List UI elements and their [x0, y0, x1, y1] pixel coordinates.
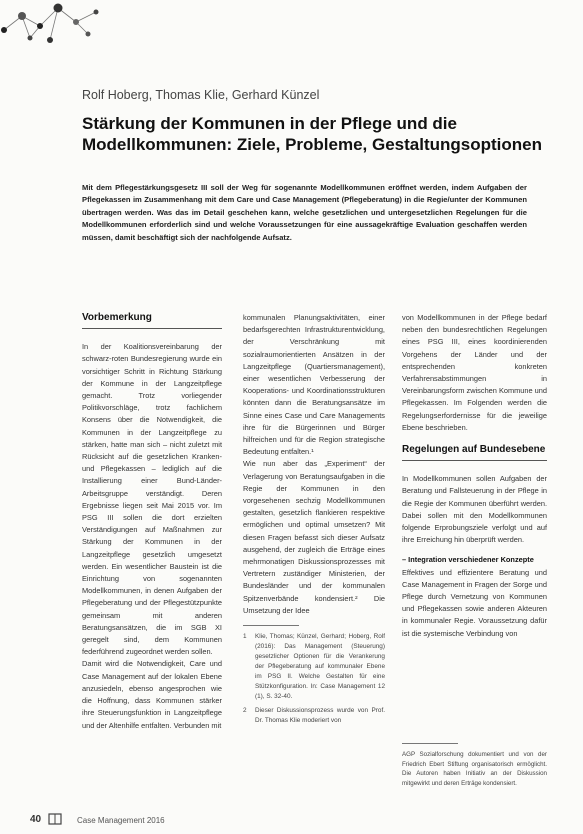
footnote-text: Klie, Thomas; Künzel, Gerhard; Hoberg, Rolf (2016): Das Management (Steuerung) gesetzlicher Optionen für die Verankerung der Pflegeberatung auf kommunaler Ebene im PSG II. Welche Gestalten für eine Stützkonfiguration. In: Case Management 12 (1), S. 32-40.	[255, 633, 385, 701]
paragraph: Effektives und effizientere Beratung und Case Management in Fragen der Sorge und Pflege durch Vernetzung von Kommunen und Pflegekassen sowie anderen Akteuren in kommunaler Regie. Voraussetzung dafür ist die systemische Verbindung von	[402, 567, 547, 638]
footnote	[243, 632, 385, 702]
book-icon	[48, 812, 62, 826]
footnote-number: 1	[243, 633, 247, 641]
footnote	[243, 706, 385, 726]
footnote-number: 2	[243, 707, 247, 715]
page-footer	[22, 812, 562, 830]
abstract: Mit dem Pflegestärkungsgesetz III soll der Weg für sogenannte Modellkommunen eröffnet werden, indem Aufgaben der Pflegekassen im Zusammenhang mit dem Care und Case Management (Pflegeberatung) in die Regie/unter der Kommunen übertragen werden. Was das im Detail geschehen kann, welche gesetzlichen und untergesetzlichen Regelungen für die Modellkommunen erforderlich sind und welche Voraussetzungen für eine aussagekräftige Evaluation geschaffen werden müssen, damit beschäftigt sich der nachfolgende Aufsatz.	[82, 183, 527, 242]
column-1	[82, 312, 222, 817]
footnote	[402, 750, 547, 788]
footnote-divider	[402, 743, 458, 744]
network-graphic	[0, 0, 110, 46]
paragraph: In Modellkommunen sollen Aufgaben der Beratung und Fallsteuerung in der Pflege in die Regie der Kommunen überführt werden. Dabei sollen mit den Modellkommunen folgende Erprobungsziele verfolgt und auf ihre Erreichung hin überprüft werden.	[402, 474, 547, 545]
column-3-notes	[402, 735, 547, 792]
subheading: – Integration verschiedener Konzepte	[402, 555, 534, 565]
page-number: 40	[30, 814, 42, 825]
journal-name: Case Management 2016	[77, 816, 165, 825]
footnote-divider	[243, 625, 299, 626]
footnote-text: AGP Sozialforschung dokumentiert und von der Friedrich Ebert Stiftung organisatorisch ermöglicht. Die Autoren haben Initiativ an der Diskussion mitgewirkt und deren Erträge kondensiert.	[402, 751, 547, 787]
paragraph: In der Koalitionsvereinbarung der schwarz-roten Bundesregierung wurde ein vorsichtiger Schritt in Richtung Stärkung der Kommune in der Langzeitpflege gemacht. Trotz vorliegender Politikvorschläge, trotz fachlichem Konsens über die Notwendigkeit, die Kommunen in der Langzeitpflege zu stärken, hatte man sich – nicht zuletzt mit Rücksicht auf die gesetzlichen Kranken- und Pflegekassen – lediglich auf die Installierung einer Bund-Länder-Arbeitsgruppe verständigt. Deren Ergebnisse liegen seit Mai 2015 vor. Im PSG III sollen die dort erzielten Verständigungen auf Maßnahmen zur Stärkung der Kommunen in der Langzeitpflege gesetzlich umgesetzt werden. Ein wesentlicher Baustein ist die Einrichtung von sogenannten Modellkommunen, in denen Aufgaben der Pflegeberatung und der Pflegestützpunkte gemeinsam mit anderen Beratungsansätzen, die im SGB XI geregelt sind, dem Kommunen federführend zugeordnet werden sollen.	[82, 342, 222, 657]
section-heading: Regelungen auf Bundesebene	[402, 444, 547, 461]
authors: Rolf Hoberg, Thomas Klie, Gerhard Künzel	[82, 88, 320, 102]
paragraph: von Modellkommunen in der Pflege bedarf neben den bundesrechtlichen Regelungen eines PSG III, eines koordinierenden Vorgehens der Länder und der entsprechenden konkreten Verfahrensabstimmungen in Vereinbarungsform zwischen Kommune und Pflegekassen. Im Folgenden werden die Regelungserfordernisse für die jeweilige Ebene beschrieben.	[402, 313, 547, 432]
section-heading: Vorbemerkung	[82, 312, 222, 329]
column-2	[243, 312, 385, 817]
paragraph: kommunalen Planungsaktivitäten, einer bedarfsgerechten Infrastrukturentwicklung, der Verschränkung mit sozialraumorientierten Ansätzen in der Langzeitpflege (Quartiersmanagement), einer wesentlichen Verbesserung der Kooperations- und Koordinationsstrukturen könnten dann die Beratungsansätze im Sinne eines Case und Care Managements ihre für die Bürgerinnen und Bürger hilfreichen und für die Region strategische Bedeutung entfalten.¹	[243, 313, 385, 457]
paragraph: Damit wird die Notwendigkeit, Care und Case Management auf der lokalen Ebene anzusiedeln, ebenso angesprochen wie die Hoffnung, dass Kommunen stärker ihre Steuerungsfunktion in Langzeitpflege und der Altenhilfe entfalten. Verbunden mit	[82, 659, 222, 730]
column-3	[402, 312, 547, 732]
article-title: Stärkung der Kommunen in der Pflege und die Modellkommunen: Ziele, Probleme, Gestaltungsoptionen	[82, 114, 542, 154]
footnote-text: Dieser Diskussionsprozess wurde von Prof. Dr. Thomas Klie moderiert von	[255, 707, 385, 725]
paragraph: Wie nun aber das „Experiment“ der Verlagerung von Beratungsaufgaben in die Regie der Kommunen in den vorgesehenen sechzig Modellkommunen gestalten, gesetzlich flankieren respektive ermöglichen und optimal umsetzen? Mit diesen Fragen befasst sich dieser Aufsatz ausgehend, der zugleich die Erträge eines mehrmonatigen Diskussionsprozesses mit Vertretern zuständiger Ministerien, der Bundesländer und der kommunalen Spitzenverbände kondensiert.² Die Umsetzung der Idee	[243, 459, 385, 615]
